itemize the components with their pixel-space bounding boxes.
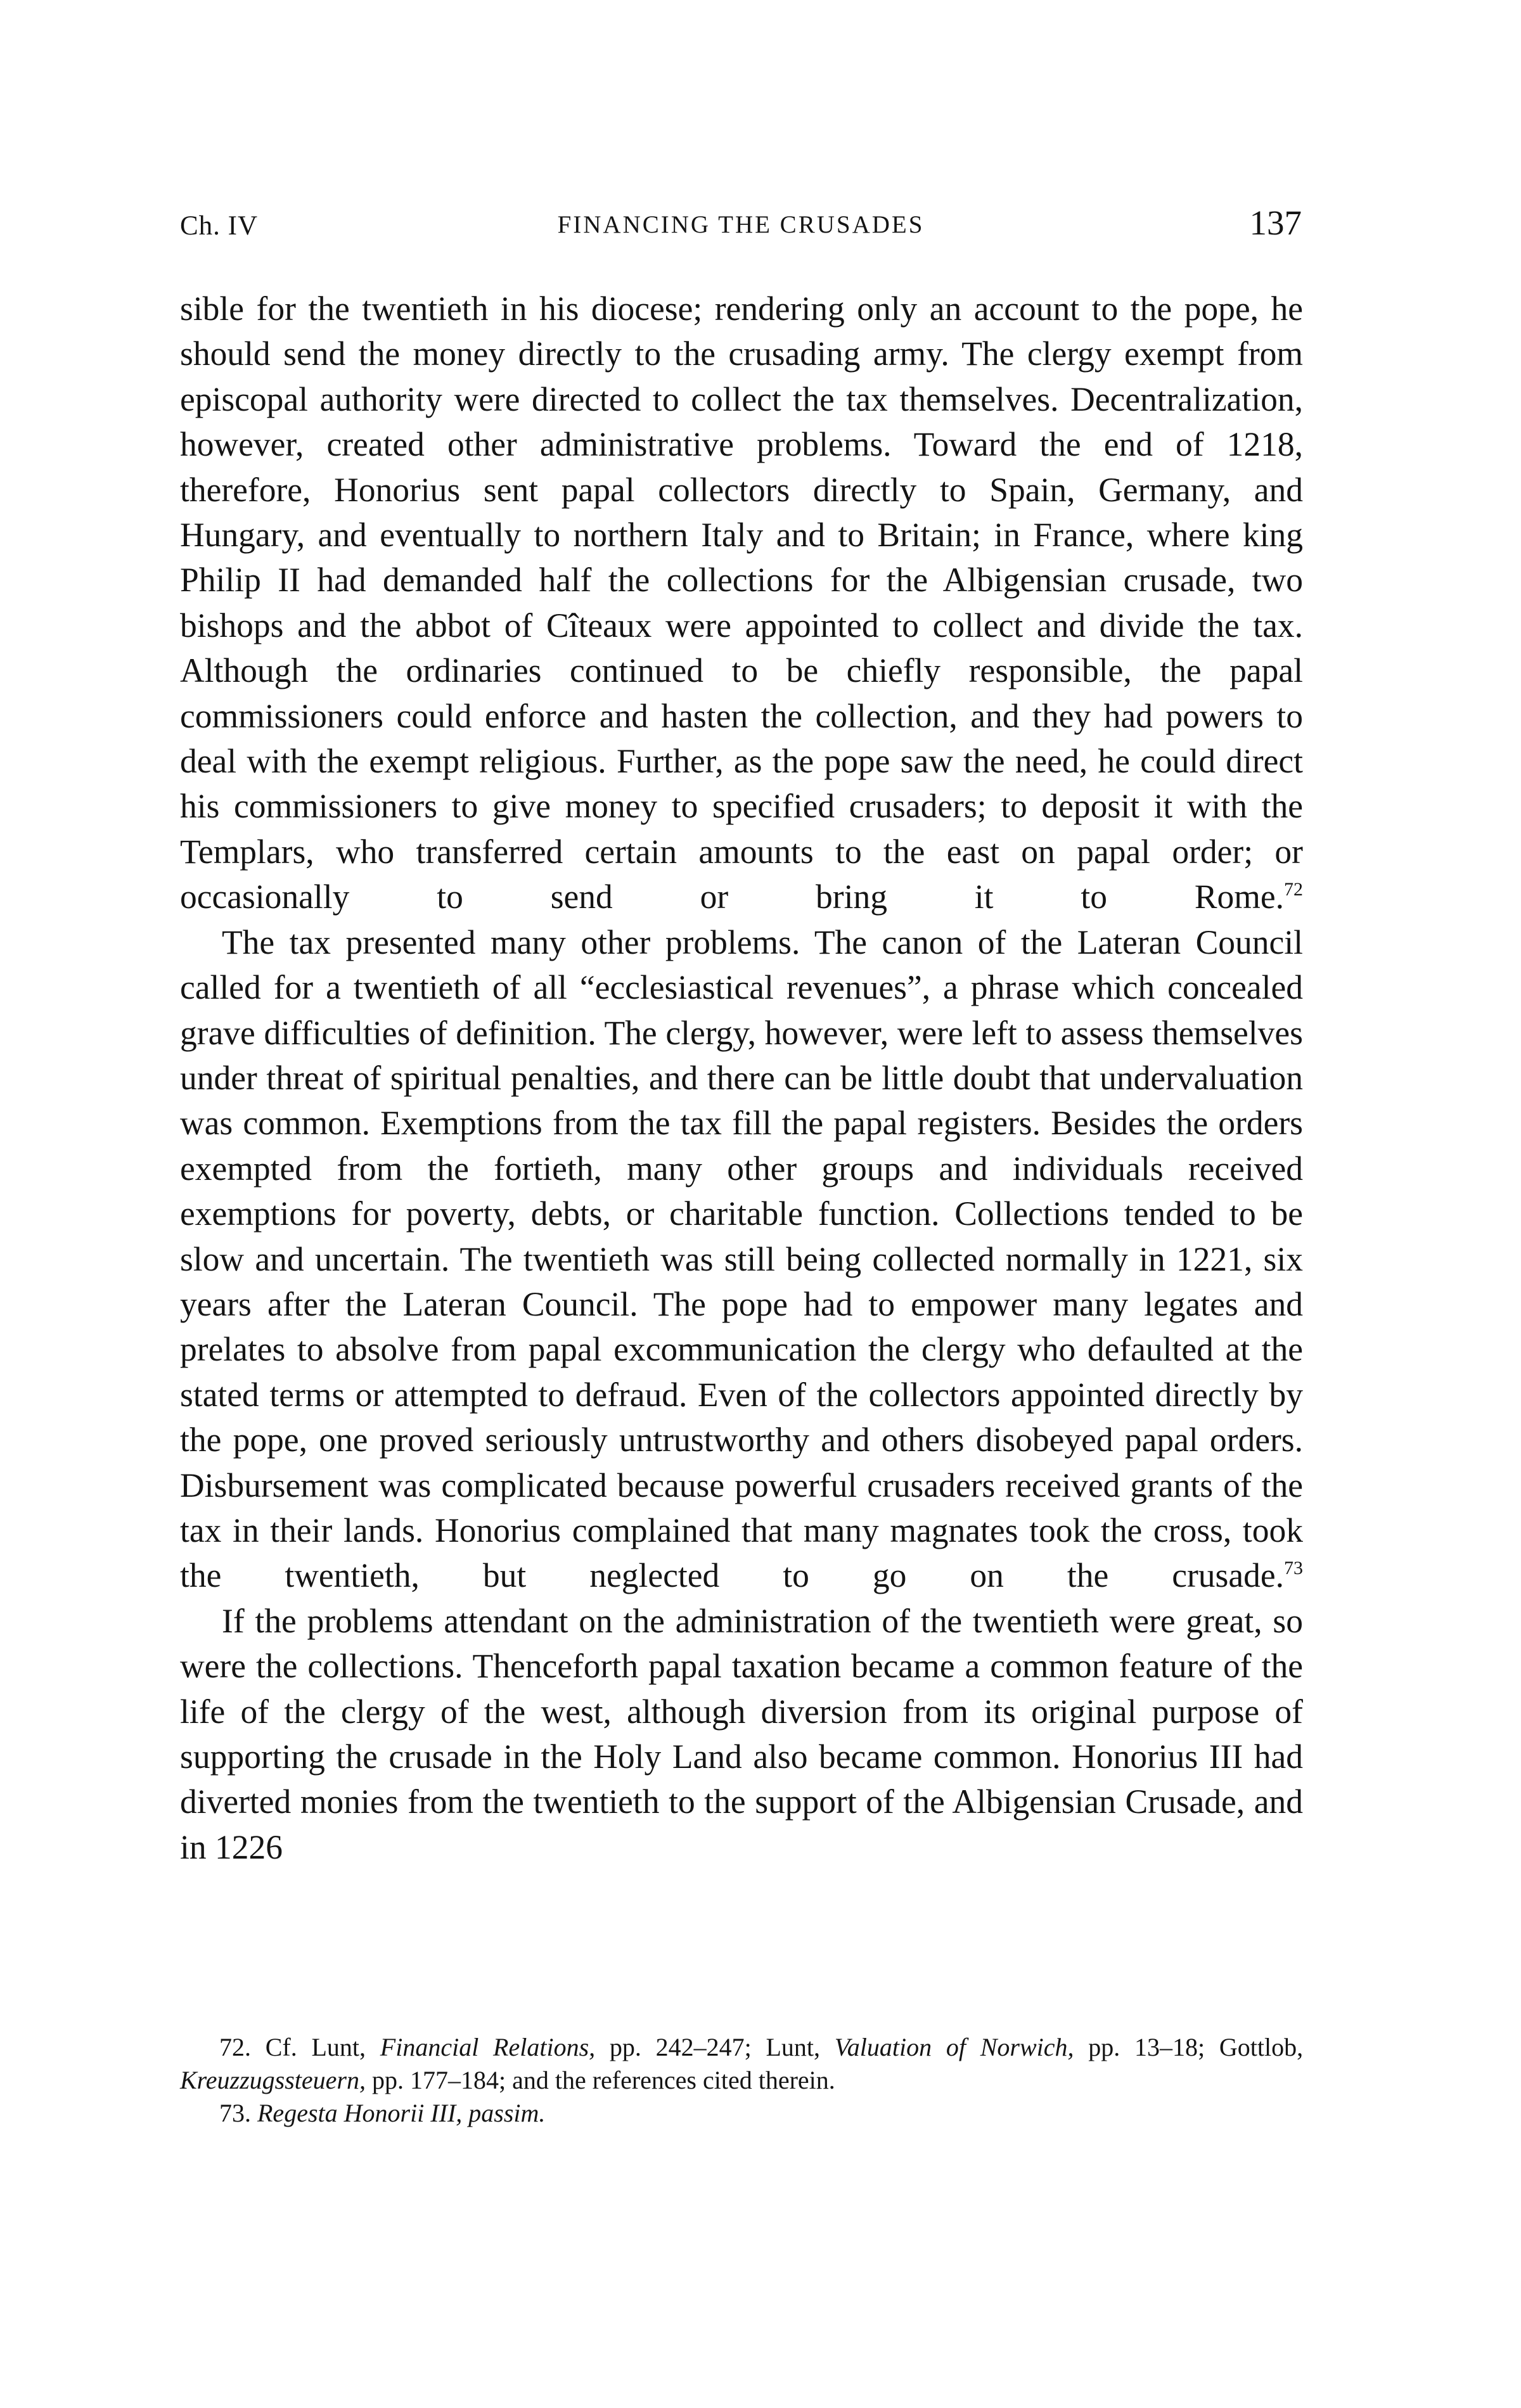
- footnote-title: Kreuzzugssteuern,: [180, 2066, 366, 2094]
- footnotes: [180, 2031, 1303, 2130]
- footnote-number: 72.: [219, 2033, 251, 2061]
- footnote-number: 73.: [219, 2099, 251, 2127]
- page-number: 137: [1249, 203, 1302, 242]
- footnote-text: pp. 177–184; and the references cited therein.: [371, 2066, 835, 2094]
- footnote: [180, 2031, 1303, 2097]
- footnote-title: Financial Relations,: [380, 2033, 596, 2061]
- footnote-title: Valuation of Norwich,: [834, 2033, 1074, 2061]
- footnote-title: Regesta Honorii III, passim.: [257, 2099, 546, 2127]
- paragraph-text: If the problems attendant on the administration of the twentieth were great, so were the collections. Thenceforth papal taxation became a common feature of the life of the clergy of the west, although diversion from its original purpose of supporting the crusade in the Holy Land also became common. Honorius III had diverted monies from the twentieth to the support of the Albigensian Crusade, and in 1226: [180, 1601, 1303, 1866]
- paragraph: [180, 920, 1303, 1599]
- chapter-label: Ch. IV: [180, 211, 259, 241]
- running-title: FINANCING THE CRUSADES: [557, 211, 925, 238]
- footnote-text: Cf. Lunt,: [265, 2033, 366, 2061]
- body-text: [180, 286, 1303, 1870]
- footnote: [180, 2097, 1303, 2130]
- footnote-reference[interactable]: 73: [1284, 1558, 1303, 1579]
- footnote-reference[interactable]: 72: [1284, 879, 1303, 900]
- paragraph: [180, 1599, 1303, 1870]
- footnote-text: pp. 242–247; Lunt,: [609, 2033, 821, 2061]
- paragraph-text: The tax presented many other problems. The canon of the Lateran Council called for a twentieth of all “ecclesiastical revenues”, a phrase which concealed grave difficulties of definition. The clergy, however, were left to assess themselves under threat of spiritual penalties, and there can be little doubt that undervaluation was common. Exemptions from the tax fill the papal registers. Besides the orders exempted from the fortieth, many other groups and individuals received exemptions for poverty, debts, or charitable function. Collections tended to be slow and uncertain. The twentieth was still being collected normally in 1221, six years after the Lateran Council. The pope had to empower many legates and prelates to absolve from papal excommunication the clergy who defaulted at the stated terms or attempted to defraud. Even of the collectors appointed directly by the pope, one proved seriously untrustworthy and others disobeyed papal orders. Disbursement was complicated because powerful crusaders received grants of the tax in their lands. Honorius complained that many magnates took the cross, took the twentieth, but neglected to go on the crusade.: [180, 923, 1303, 1595]
- footnote-text: pp. 13–18; Gottlob,: [1088, 2033, 1304, 2061]
- running-head: [180, 203, 1302, 247]
- paragraph: [180, 286, 1303, 920]
- paragraph-text: sible for the twentieth in his diocese; rendering only an account to the pope, he should send the money directly to the crusading army. The clergy exempt from episcopal authority were directed to collect the tax themselves. Decentralization, however, created other administrative problems. Toward the end of 1218, therefore, Honorius sent papal collectors directly to Spain, Germany, and Hungary, and eventually to northern Italy and to Britain; in France, where king Philip II had demanded half the collections for the Albigensian crusade, two bishops and the abbot of Cîteaux were appointed to collect and divide the tax. Although the ordinaries continued to be chiefly responsible, the papal commissioners could enforce and hasten the collection, and they had powers to deal with the exempt religious. Further, as the pope saw the need, he could direct his commissioners to give money to specified crusaders; to deposit it with the Templars, who transferred certain amounts to the east on papal order; or occasionally to send or bring it to Rome.: [180, 290, 1303, 916]
